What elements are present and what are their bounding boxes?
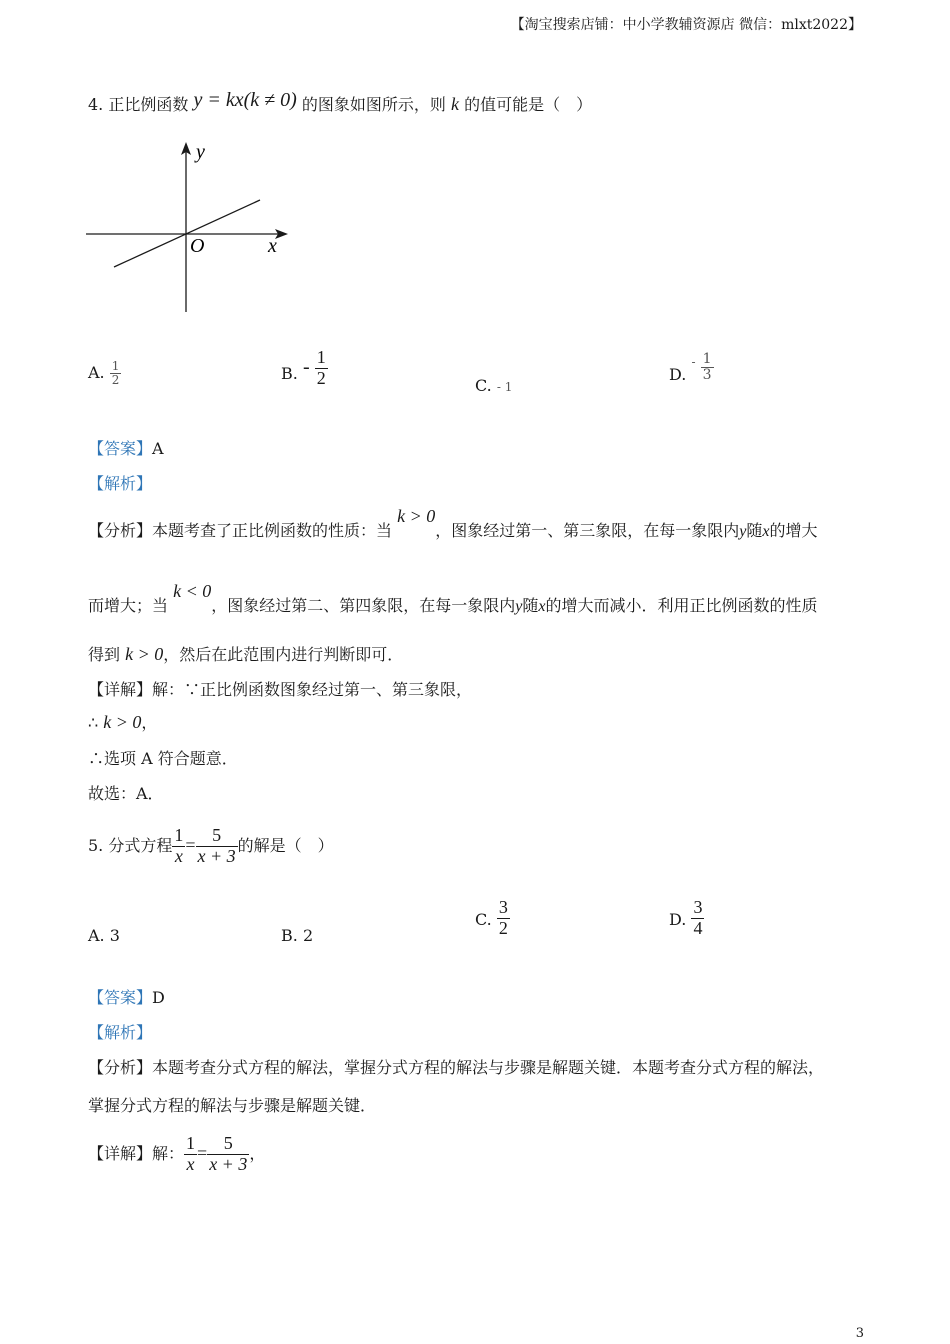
q5-answer: 【答案】D bbox=[88, 988, 165, 1007]
answer-tag: 【答案】 bbox=[88, 439, 153, 458]
q4-option-c bbox=[475, 376, 512, 395]
option-label: A. bbox=[88, 363, 105, 383]
q5-detail: 【详解】解： $\frac{1}{x}$ = $\frac{5}{x + 3}$ ， bbox=[88, 1133, 266, 1174]
minus-sign: - bbox=[691, 355, 696, 370]
option-value: - 1 bbox=[496, 380, 513, 394]
graph-x-label: x bbox=[268, 235, 277, 257]
page-number: 3 bbox=[855, 1326, 864, 1341]
fraction: $\frac{1}{x}$ bbox=[174, 825, 184, 866]
fraction: $\frac{5}{x + 3}$ bbox=[209, 1133, 248, 1174]
q5-number: 5. bbox=[88, 835, 104, 855]
q4-stem bbox=[88, 89, 593, 116]
q4-graph bbox=[84, 136, 304, 320]
q5-option-a: A. 3 bbox=[88, 926, 120, 945]
q5-option-c: C. $\frac{3}{2}$ bbox=[475, 897, 508, 938]
fraction: $\frac{1}{2}$ bbox=[111, 359, 120, 388]
q5-fenxi-line-2: 掌握分式方程的解法与步骤是解题关键． bbox=[88, 1096, 377, 1115]
answer-value: A bbox=[152, 439, 164, 458]
q5-stem: 5. 分式方程 $\frac{1}{x}$ = $\frac{5}{x + 3}$ 的解是（ ） bbox=[88, 825, 334, 866]
graph-y-label: y bbox=[196, 141, 205, 163]
page-header: 【淘宝搜索店铺：中小学教辅资源店 微信：mlxt2022】 bbox=[510, 17, 862, 33]
q4-detail-line-3: ∴选项 A 符合题意． bbox=[88, 749, 238, 768]
q4-analysis-tag: 【解析】 bbox=[88, 474, 153, 493]
q5-option-d: D. $\frac{3}{4}$ bbox=[669, 897, 703, 938]
q4-formula: y = kx(k ≠ 0) bbox=[193, 89, 297, 111]
q4-fenxi-line-3: 得到 k > 0，然后在此范围内进行判断即可． bbox=[88, 644, 404, 664]
q4-detail-line-2: ∴ k > 0， bbox=[88, 712, 158, 732]
condition-k-positive: k > 0 bbox=[397, 506, 436, 526]
q5-analysis-tag: 【解析】 bbox=[88, 1023, 153, 1042]
q4-option-d bbox=[669, 352, 714, 384]
q4-detail-line-4: 故选：A． bbox=[88, 784, 164, 803]
q4-number: 4. bbox=[88, 95, 104, 114]
q4-text-b: 的图象如图所示，则 bbox=[301, 95, 446, 114]
q4-var-k: k bbox=[450, 94, 459, 114]
q4-answer bbox=[88, 436, 164, 459]
q5-option-b: B. 2 bbox=[281, 926, 314, 945]
fraction: $\frac{5}{x + 3}$ bbox=[197, 825, 236, 866]
q4-fenxi-line-2: 而增大；当 k < 0，图象经过第二、第四象限，在每一象限内y随x的增大而减小．利用正比例函数的性质 bbox=[88, 581, 818, 615]
option-label: B. bbox=[281, 363, 298, 383]
minus-sign: - bbox=[302, 355, 310, 378]
fraction: $\frac{1}{x}$ bbox=[186, 1133, 196, 1174]
fraction: $\frac{3}{2}$ bbox=[498, 897, 508, 938]
option-label: D. bbox=[669, 365, 687, 385]
fraction: $\frac{3}{4}$ bbox=[693, 897, 703, 938]
fraction: $\frac{1}{3}$ bbox=[702, 351, 712, 384]
q4-text-a: 正比例函数 bbox=[108, 95, 189, 114]
condition-k-positive: k > 0 bbox=[125, 644, 164, 664]
q4-option-b bbox=[281, 348, 328, 389]
q5-fenxi-line-1: 【分析】本题考查分式方程的解法，掌握分式方程的解法与步骤是解题关键．本题考查分式方程的解法， bbox=[88, 1058, 825, 1077]
q4-option-a bbox=[88, 360, 121, 387]
fraction: $\frac{1}{2}$ bbox=[316, 347, 326, 388]
q4-fenxi-line-1: 【分析】本题考查了正比例函数的性质：当 k > 0，图象经过第一、第三象限，在每一象限内y随x的增大 bbox=[88, 506, 818, 540]
condition-k-negative: k < 0 bbox=[173, 581, 212, 601]
q4-text-c: 的值可能是（ ） bbox=[464, 95, 593, 114]
graph-origin-label: O bbox=[190, 235, 205, 257]
option-label: C. bbox=[475, 376, 492, 395]
q4-detail-line-1: 【详解】解：∵正比例函数图象经过第一、第三象限， bbox=[88, 680, 473, 699]
